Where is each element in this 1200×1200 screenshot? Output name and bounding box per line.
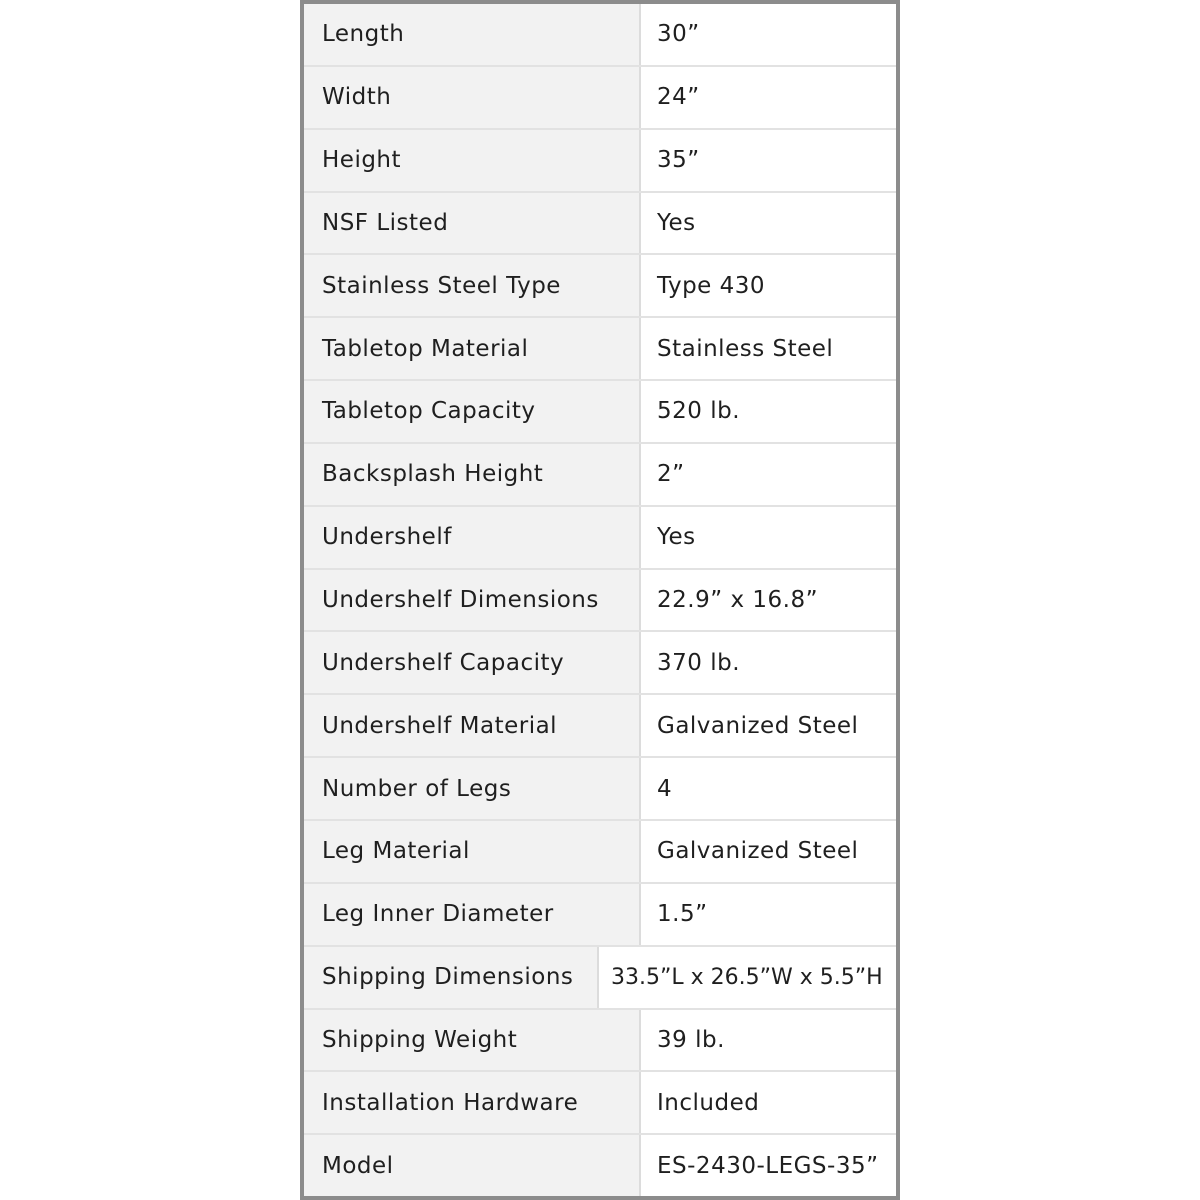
table-row — [304, 1010, 896, 1073]
table-row — [304, 130, 896, 193]
spec-value-undershelf: Yes — [641, 507, 896, 568]
spec-label-width: Width — [304, 67, 641, 128]
table-row — [304, 821, 896, 884]
spec-value-model: ES-2430-LEGS-35” — [641, 1135, 896, 1196]
table-row — [304, 632, 896, 695]
table-row — [304, 193, 896, 256]
spec-label-undershelf-material: Undershelf Material — [304, 695, 641, 756]
table-row — [304, 255, 896, 318]
spec-label-nsf-listed: NSF Listed — [304, 193, 641, 254]
table-row — [304, 444, 896, 507]
spec-value-undershelf-dimensions: 22.9” x 16.8” — [641, 570, 896, 631]
table-row — [304, 4, 896, 67]
table-row — [304, 570, 896, 633]
spec-value-height: 35” — [641, 130, 896, 191]
spec-label-length: Length — [304, 4, 641, 65]
spec-label-undershelf-capacity: Undershelf Capacity — [304, 632, 641, 693]
spec-label-leg-inner-diameter: Leg Inner Diameter — [304, 884, 641, 945]
spec-value-shipping-dimensions: 33.5”L x 26.5”W x 5.5”H — [599, 947, 896, 1008]
table-row — [304, 1072, 896, 1135]
table-row — [304, 884, 896, 947]
spec-value-tabletop-material: Stainless Steel — [641, 318, 896, 379]
spec-label-steel-type: Stainless Steel Type — [304, 255, 641, 316]
spec-value-number-of-legs: 4 — [641, 758, 896, 819]
spec-value-steel-type: Type 430 — [641, 255, 896, 316]
table-row — [304, 758, 896, 821]
table-row — [304, 695, 896, 758]
table-row — [304, 1135, 896, 1196]
table-row — [304, 381, 896, 444]
spec-value-length: 30” — [641, 4, 896, 65]
spec-label-height: Height — [304, 130, 641, 191]
spec-value-leg-material: Galvanized Steel — [641, 821, 896, 882]
spec-value-nsf-listed: Yes — [641, 193, 896, 254]
spec-value-undershelf-material: Galvanized Steel — [641, 695, 896, 756]
spec-value-width: 24” — [641, 67, 896, 128]
spec-label-installation-hardware: Installation Hardware — [304, 1072, 641, 1133]
spec-label-undershelf-dimensions: Undershelf Dimensions — [304, 570, 641, 631]
spec-label-number-of-legs: Number of Legs — [304, 758, 641, 819]
spec-table — [300, 0, 900, 1200]
spec-label-undershelf: Undershelf — [304, 507, 641, 568]
spec-label-shipping-dimensions: Shipping Dimensions — [304, 947, 599, 1008]
spec-label-backsplash-height: Backsplash Height — [304, 444, 641, 505]
spec-label-leg-material: Leg Material — [304, 821, 641, 882]
spec-label-tabletop-capacity: Tabletop Capacity — [304, 381, 641, 442]
spec-table-body — [304, 4, 896, 1196]
spec-label-model: Model — [304, 1135, 641, 1196]
spec-label-shipping-weight: Shipping Weight — [304, 1010, 641, 1071]
spec-value-leg-inner-diameter: 1.5” — [641, 884, 896, 945]
table-row — [304, 507, 896, 570]
table-row — [304, 947, 896, 1010]
spec-value-tabletop-capacity: 520 lb. — [641, 381, 896, 442]
spec-value-undershelf-capacity: 370 lb. — [641, 632, 896, 693]
spec-value-installation-hardware: Included — [641, 1072, 896, 1133]
spec-value-backsplash-height: 2” — [641, 444, 896, 505]
table-row — [304, 67, 896, 130]
spec-label-tabletop-material: Tabletop Material — [304, 318, 641, 379]
table-row — [304, 318, 896, 381]
spec-value-shipping-weight: 39 lb. — [641, 1010, 896, 1071]
